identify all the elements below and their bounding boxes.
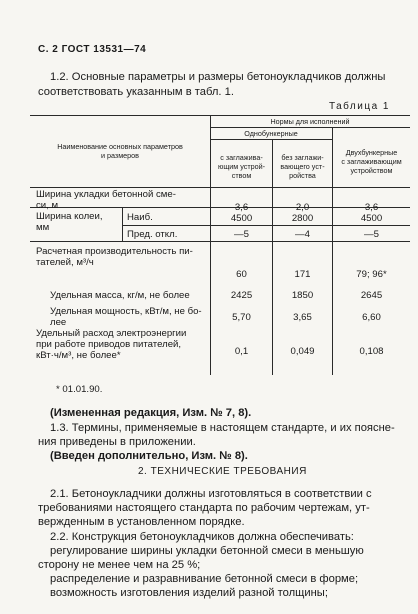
- cell: 60: [236, 269, 247, 280]
- row-power-label: Удельная мощность, кВт/м, не бо- лее: [50, 306, 202, 328]
- cell: —5: [234, 229, 249, 240]
- header-norms: Нормы для исполнений: [270, 117, 350, 126]
- cell: 79; 96*: [356, 269, 387, 280]
- header-col1: с заглажива- ющим устрой- ством: [217, 153, 266, 180]
- p22-line-4: распределение и разравнивание бетонной смеси в форме;: [50, 573, 359, 585]
- p21-line-2: требованиями настоящего стандарта по рабочим чертежам, ут-: [38, 502, 370, 514]
- footnote: * 01.01.90.: [56, 384, 103, 395]
- cell: 6,60: [362, 312, 381, 323]
- cell: 4500: [230, 213, 253, 224]
- p22-line-3: сторону не менее чем на 25 %;: [38, 559, 201, 571]
- row-width-label: Ширина укладки бетонной сме- си, м: [36, 189, 176, 211]
- section-title: 2. ТЕХНИЧЕСКИЕ ТРЕБОВАНИЯ: [138, 466, 307, 477]
- p13-line-1: 1.3. Термины, применяемые в настоящем стандарте, и их поясне-: [50, 422, 395, 434]
- cell: 2645: [360, 290, 383, 301]
- cell: —4: [295, 229, 310, 240]
- row-mass-label: Удельная масса, кг/м, не более: [50, 290, 190, 301]
- cell: 2,0: [295, 202, 310, 213]
- cell: 4500: [360, 213, 383, 224]
- header-param: Наименование основных параметров и размеров: [57, 142, 183, 160]
- row-gauge-sub-max: Наиб.: [127, 212, 153, 223]
- cell: 3,6: [234, 202, 249, 213]
- p22-line-1: 2.2. Конструкция бетоноукладчиков должна обеспечивать:: [50, 531, 354, 543]
- p22-line-5: возможность изготовления изделий разной толщины;: [50, 587, 328, 599]
- cell: 0,049: [290, 346, 315, 357]
- cell: 3,65: [293, 312, 312, 323]
- cell: 2425: [230, 290, 253, 301]
- row-gauge-sub-tol: Пред. откл.: [127, 229, 178, 240]
- edit-note-2: (Введен дополнительно, Изм. № 8).: [50, 450, 248, 462]
- edit-note-1: (Измененная редакция, Изм. № 7, 8).: [50, 407, 252, 419]
- header-col2: без заглажи- вающего уст- ройства: [280, 153, 325, 180]
- row-productivity-label: Расчетная производительность пи- тателей, м³/ч: [36, 246, 193, 268]
- page-header: С. 2 ГОСТ 13531—74: [38, 44, 147, 55]
- cell: —5: [364, 229, 379, 240]
- row-gauge-label: Ширина колеи, мм: [36, 211, 103, 233]
- cell: 0,108: [359, 346, 384, 357]
- row-energy-label: Удельный расход электроэнергии при работе приводов питателей, кВт·ч/м³, не более*: [36, 328, 187, 361]
- cell: 2800: [291, 213, 314, 224]
- p21-line-1: 2.1. Бетоноукладчики должны изготовляться в соответствии с: [50, 488, 372, 500]
- p21-line-3: вержденным в установленном порядке.: [38, 516, 245, 528]
- cell: 1850: [291, 290, 314, 301]
- cell: 0,1: [234, 346, 249, 357]
- header-single: Однобункерные: [244, 129, 298, 138]
- intro-line-1: 1.2. Основные параметры и размеры бетоноукладчиков должны: [50, 71, 386, 83]
- table-1: [30, 115, 410, 375]
- p13-line-2: ния приведены в приложении.: [38, 436, 196, 448]
- p22-line-2: регулирование ширины укладки бетонной смеси в меньшую: [50, 545, 364, 557]
- cell: 3,6: [364, 202, 379, 213]
- table-caption: Таблица 1: [328, 101, 390, 112]
- intro-line-2: соответствовать указанным в табл. 1.: [38, 86, 234, 98]
- cell: 171: [294, 269, 311, 280]
- cell: 5,70: [232, 312, 251, 323]
- header-col3: Двухбункерные с заглаживающим устройством: [341, 148, 402, 175]
